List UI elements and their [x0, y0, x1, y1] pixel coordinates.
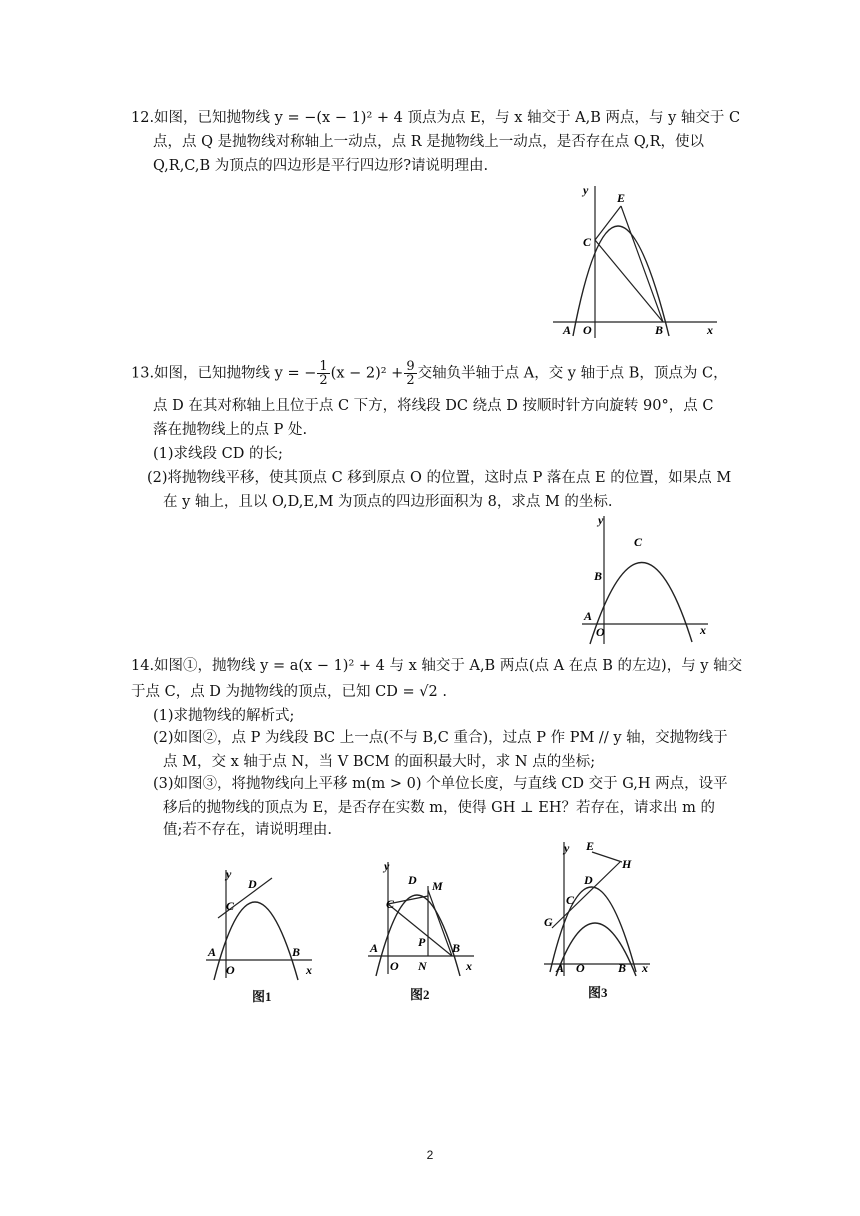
q12-fig-label-o: O [583, 323, 592, 337]
fig3-label-c: C [566, 893, 575, 907]
fig1-label-c: C [226, 899, 235, 913]
q13-fig-label-b: B [594, 569, 603, 583]
q13-fraction-1 [317, 360, 329, 387]
fig3-label-a: A [556, 961, 565, 975]
q13-fraction-1-den: 2 [319, 373, 328, 388]
q13-fraction-2-den: 2 [406, 373, 415, 388]
fig3-caption: 图3 [588, 985, 608, 1000]
page-number: 2 [426, 1148, 434, 1162]
fig2-label-d: D [408, 873, 417, 887]
q12-fig-label-x: x [707, 323, 713, 337]
fig2-caption: 图2 [410, 987, 430, 1002]
q14-line-8: 值;若不存在，请说明理由. [163, 822, 332, 838]
q13-fig-label-c: C [634, 535, 643, 549]
q12-fig-label-e: E [617, 191, 626, 205]
q14-line-2: 于点 C，点 D 为抛物线的顶点，已知 CD = √2 . [131, 684, 447, 700]
fig3-label-e: E [586, 839, 595, 853]
q13-line-2: 点 D 在其对称轴上且位于点 C 下方，将线段 DC 绕点 D 按顺时针方向旋转 90°，点 C [153, 398, 714, 414]
fig2-label-c: C [386, 897, 395, 911]
q14-line-4: (2)如图②，点 P 为线段 BC 上一点(不与 B,C 重合)，过点 P 作 PM // y 轴，交抛物线于 [153, 730, 728, 746]
q13-fraction-2-num: 9 [406, 359, 415, 374]
q14-figure-2 [362, 856, 487, 978]
q14-figure-3 [538, 838, 663, 978]
fig2-label-m: M [432, 879, 443, 893]
q13-fig-label-a: A [584, 609, 593, 623]
q13-line-1-pre: 13.如图，已知抛物线 y = − [131, 365, 317, 382]
q13-line-3: 落在抛物线上的点 P 处. [153, 422, 308, 438]
q12-fig-label-c: C [583, 235, 592, 249]
fig3-label-d: D [584, 873, 593, 887]
q14-line-7: 移后的抛物线的顶点为 E，是否存在实数 m，使得 GH ⊥ EH？若存在，请求出 m 的 [163, 800, 715, 816]
fig2-label-n: N [418, 959, 427, 973]
fig2-label-x: x [466, 959, 472, 973]
q13-fig-label-o: O [596, 625, 605, 639]
fig3-label-x: x [642, 961, 648, 975]
q14-line-3: (1)求抛物线的解析式; [153, 708, 295, 724]
fig1-label-x: x [306, 963, 312, 977]
fig3-label-o: O [576, 961, 585, 975]
fig2-label-a: A [370, 941, 379, 955]
q14-line-5: 点 M，交 x 轴于点 N，当 V BCM 的面积最大时，求 N 点的坐标; [163, 754, 596, 770]
q13-figure [578, 512, 718, 648]
q13-line-5: (2)将抛物线平移，使其顶点 C 移到原点 O 的位置，这时点 P 落在点 E 的位置，如果点 M [147, 470, 732, 486]
q13-fig-label-x: x [700, 623, 706, 637]
fig2-label-o: O [390, 959, 399, 973]
fig1-caption: 图1 [252, 989, 272, 1004]
fig1-label-o: O [226, 963, 235, 977]
q13-fraction-2 [404, 360, 416, 387]
fig1-label-y: y [226, 867, 232, 881]
q13-line-4: (1)求线段 CD 的长; [153, 446, 283, 462]
q12-fig-label-a: A [563, 323, 572, 337]
q12-line-2: 点，点 Q 是抛物线对称轴上一动点，点 R 是抛物线上一动点，是否存在点 Q,R，使以 [153, 134, 705, 150]
q13-fraction-1-num: 1 [319, 359, 328, 374]
q12-fig-label-y: y [583, 183, 589, 197]
fig2-label-p: P [418, 935, 426, 949]
q13-line-1-post: 交轴负半轴于点 A，交 y 轴于点 B，顶点为 C， [417, 365, 728, 382]
q14-line-6: (3)如图③，将抛物线向上平移 m(m > 0) 个单位长度，与直线 CD 交于 G,H 两点，设平 [153, 776, 728, 792]
fig3-label-g: G [544, 915, 553, 929]
fig2-label-y: y [384, 859, 390, 873]
fig1-label-d: D [248, 877, 257, 891]
q13-line-1-mid: (x − 2)² + [330, 365, 404, 382]
q14-figure-1 [200, 864, 325, 984]
fig1-label-b: B [292, 945, 301, 959]
q13-fig-label-y: y [598, 513, 604, 527]
fig3-label-y: y [564, 841, 570, 855]
q12-fig-label-b: B [655, 323, 664, 337]
fig2-label-b: B [452, 941, 461, 955]
q13-line-1 [131, 360, 728, 387]
q12-line-3: Q,R,C,B 为顶点的四边形是平行四边形?请说明理由. [153, 158, 489, 174]
fig3-label-b: B [618, 961, 627, 975]
q13-line-6: 在 y 轴上，且以 O,D,E,M 为顶点的四边形面积为 8，求点 M 的坐标. [163, 494, 613, 510]
fig3-label-h: H [622, 857, 632, 871]
q14-line-1: 14.如图①，抛物线 y = a(x − 1)² + 4 与 x 轴交于 A,B 两点(点 A 在点 B 的左边)，与 y 轴交 [131, 658, 743, 674]
q12-line-1: 12.如图，已知抛物线 y = −(x − 1)² + 4 顶点为点 E，与 x 轴交于 A,B 两点，与 y 轴交于 C [131, 110, 741, 126]
q12-figure [545, 178, 725, 340]
fig1-label-a: A [208, 945, 217, 959]
